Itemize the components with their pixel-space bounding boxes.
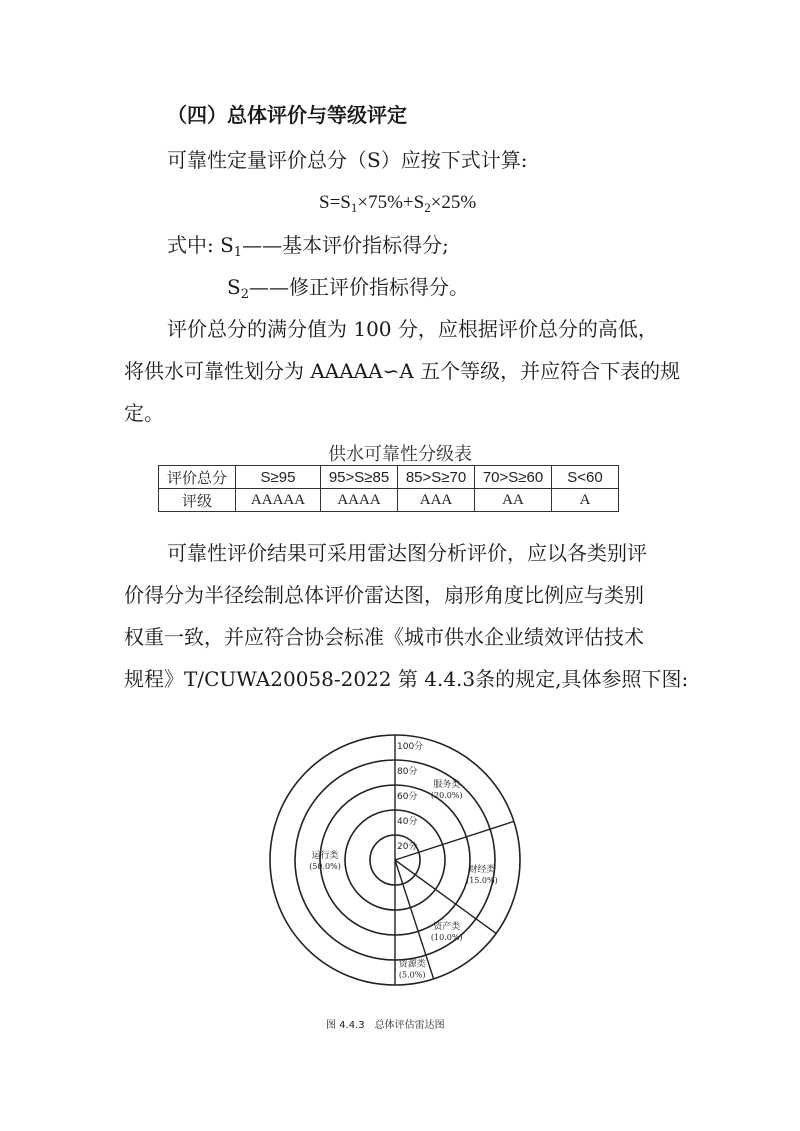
definition-text: ——基本评价指标得分; bbox=[242, 233, 449, 257]
radar-ring-label: 20分 bbox=[397, 842, 418, 852]
table-cell: AAAAA bbox=[236, 489, 321, 512]
table-cell: 评价总分 bbox=[159, 466, 236, 489]
radar-ring-label: 80分 bbox=[397, 767, 418, 777]
figure-caption: 图 4.4.3 总体评估雷达图 bbox=[326, 1020, 445, 1031]
radar-ring-label: 60分 bbox=[397, 792, 418, 802]
definition-s2 bbox=[227, 272, 469, 310]
paragraph-radar-line1: 可靠性评价结果可采用雷达图分析评价，应以各类别评 bbox=[167, 541, 647, 565]
table-cell: 70>S≥60 bbox=[475, 466, 552, 489]
paragraph-grade-line2: 将供水可靠性划分为 AAAAA∽A 五个等级，并应符合下表的规 bbox=[124, 359, 681, 383]
table-row bbox=[159, 466, 619, 489]
formula-subscript: 2 bbox=[424, 200, 431, 215]
radar-category-label: 财经类 bbox=[468, 864, 496, 875]
formula-part: ×25% bbox=[430, 192, 477, 213]
radar-category-label: 服务类 bbox=[433, 779, 461, 790]
table-cell: S≥95 bbox=[236, 466, 321, 489]
radar-category-weight: (50.0%) bbox=[309, 862, 341, 871]
radar-sector-divider bbox=[395, 821, 514, 860]
table-row bbox=[159, 489, 619, 512]
table-cell: AA bbox=[475, 489, 552, 512]
table-cell: 评级 bbox=[159, 489, 236, 512]
table-cell: S<60 bbox=[552, 466, 619, 489]
formula-part: S=S bbox=[319, 192, 351, 213]
radar-category-weight: (15.0%) bbox=[466, 875, 498, 885]
definition-s1 bbox=[167, 230, 449, 268]
table-cell: AAA bbox=[398, 489, 475, 512]
radar-ring-label: 100分 bbox=[397, 742, 424, 752]
paragraph-formula-intro: 可靠性定量评价总分（S）应按下式计算: bbox=[167, 148, 528, 172]
definition-subscript: 1 bbox=[233, 245, 243, 260]
definition-prefix: 式中: S bbox=[167, 233, 234, 257]
table-cell: AAAA bbox=[321, 489, 398, 512]
table-title: 供水可靠性分级表 bbox=[328, 444, 472, 465]
formula-subscript: 1 bbox=[350, 200, 358, 215]
paragraph-radar-line4: 规程》T/CUWA20058-2022 第 4.4.3条的规定,具体参照下图: bbox=[124, 667, 689, 691]
radar-category-label: 运行类 bbox=[311, 851, 339, 861]
paragraph-grade-line3: 定。 bbox=[124, 401, 164, 425]
paragraph-radar-line2: 价得分为半径绘制总体评价雷达图，扇形角度比例应与类别 bbox=[124, 583, 644, 607]
definition-text: ——修正评价指标得分。 bbox=[248, 275, 469, 299]
section-heading: （四）总体评价与等级评定 bbox=[167, 103, 407, 127]
definition-subscript: 2 bbox=[240, 287, 249, 302]
radar-category-label: 资产类 bbox=[433, 922, 461, 933]
radar-chart bbox=[250, 710, 550, 1010]
formula-part: ×75%+S bbox=[357, 192, 425, 213]
radar-category-label: 资源类 bbox=[398, 959, 426, 970]
table-cell: 85>S≥70 bbox=[398, 466, 475, 489]
formula bbox=[319, 188, 476, 223]
radar-category-weight: (5.0%) bbox=[398, 970, 426, 980]
paragraph-radar-line3: 权重一致，并应符合协会标准《城市供水企业绩效评估技术 bbox=[124, 625, 644, 649]
radar-category-weight: (20.0%) bbox=[430, 790, 463, 800]
table-cell: A bbox=[552, 489, 619, 512]
definition-prefix: S bbox=[227, 275, 241, 299]
radar-category-weight: (10.0%) bbox=[430, 933, 463, 943]
table-cell: 95>S≥85 bbox=[321, 466, 398, 489]
grade-table bbox=[158, 465, 619, 512]
paragraph-grade-line1: 评价总分的满分值为 100 分，应根据评价总分的高低， bbox=[167, 317, 658, 341]
radar-ring-label: 40分 bbox=[397, 817, 418, 827]
